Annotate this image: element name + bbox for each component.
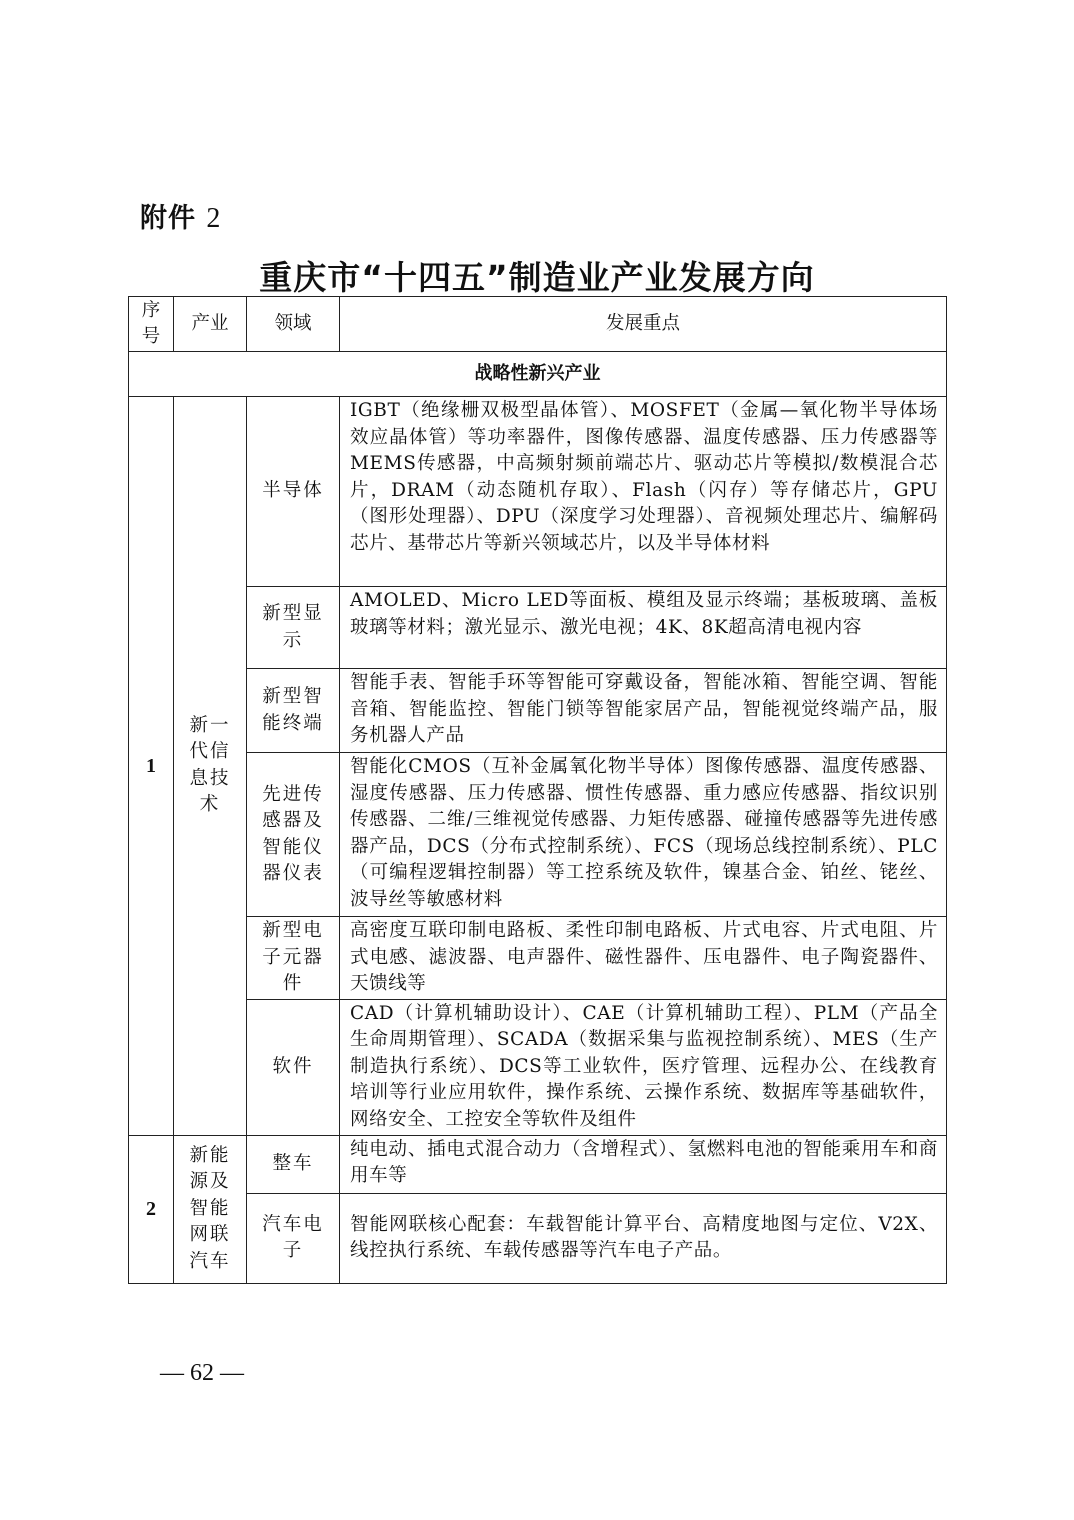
row-focus: 纯电动、插电式混合动力（含增程式）、氢燃料电池的智能乘用车和商用车等 <box>340 1135 947 1193</box>
table-header-row <box>129 297 947 352</box>
row-field: 软件 <box>247 999 340 1135</box>
table-row <box>129 1193 947 1283</box>
page-number: — 62 — <box>160 1360 244 1386</box>
page-title: 重庆市“十四五”制造业产业发展方向 <box>259 258 815 297</box>
row-focus: CAD（计算机辅助设计）、CAE（计算机辅助工程）、PLM（产品全生命周期管理）、SCADA（数据采集与监视控制系统）、MES（生产制造执行系统）、DCS等工业软件，医疗管理、远程办公、在线教育培训等行业应用软件，操作系统、云操作系统、数据库等基础软件，网络安全、工控安全等软件及组件 <box>340 999 947 1135</box>
row-field: 先进传感器及智能仪器仪表 <box>247 753 340 917</box>
header-focus: 发展重点 <box>340 297 947 352</box>
section-row <box>129 352 947 397</box>
row-industry: 新一代信息技术 <box>174 397 247 1136</box>
row-seq: 2 <box>129 1135 174 1283</box>
header-seq: 序号 <box>129 297 174 352</box>
attachment-label: 附件 2 <box>140 203 222 234</box>
table-row <box>129 999 947 1135</box>
row-industry: 新能源及智能网联汽车 <box>174 1135 247 1283</box>
industry-table <box>128 296 947 1284</box>
row-focus: 智能网联核心配套：车载智能计算平台、高精度地图与定位、V2X、线控执行系统、车载传感器等汽车电子产品。 <box>340 1193 947 1283</box>
row-focus: 智能化CMOS（互补金属氧化物半导体）图像传感器、温度传感器、湿度传感器、压力传感器、惯性传感器、重力感应传感器、指纹识别传感器、二维/三维视觉传感器、力矩传感器、碰撞传感器等先进传感器产品，DCS（分布式控制系统）、FCS（现场总线控制系统）、PLC（可编程逻辑控制器）等工控系统及软件，镍基合金、铂丝、铑丝、波导丝等敏感材料 <box>340 753 947 917</box>
row-focus: 高密度互联印制电路板、柔性印制电路板、片式电容、片式电阻、片式电感、滤波器、电声器件、磁性器件、压电器件、电子陶瓷器件、天馈线等 <box>340 917 947 1000</box>
row-focus: IGBT（绝缘栅双极型晶体管）、MOSFET（金属—氧化物半导体场效应晶体管）等功率器件，图像传感器、温度传感器、压力传感器等MEMS传感器，中高频射频前端芯片、驱动芯片等模拟/数模混合芯片，DRAM（动态随机存取）、Flash（闪存）等存储芯片，GPU（图形处理器）、DPU（深度学习处理器）、音视频处理芯片、编解码芯片、基带芯片等新兴领域芯片，以及半导体材料 <box>340 397 947 587</box>
table-row <box>129 917 947 1000</box>
row-field: 新型智能终端 <box>247 669 340 753</box>
table-row <box>129 669 947 753</box>
header-industry: 产业 <box>174 297 247 352</box>
row-focus: 智能手表、智能手环等智能可穿戴设备，智能冰箱、智能空调、智能音箱、智能监控、智能门锁等智能家居产品，智能视觉终端产品，服务机器人产品 <box>340 669 947 753</box>
row-field: 新型显示 <box>247 587 340 669</box>
row-field: 汽车电子 <box>247 1193 340 1283</box>
header-field: 领域 <box>247 297 340 352</box>
attachment-number: 2 <box>206 203 222 234</box>
row-field: 半导体 <box>247 397 340 587</box>
table-row <box>129 1135 947 1193</box>
table-row <box>129 753 947 917</box>
row-focus: AMOLED、Micro LED等面板、模组及显示终端；基板玻璃、盖板玻璃等材料；激光显示、激光电视；4K、8K超高清电视内容 <box>340 587 947 669</box>
row-field: 整车 <box>247 1135 340 1193</box>
section-title: 战略性新兴产业 <box>129 352 947 397</box>
table-row <box>129 587 947 669</box>
row-field: 新型电子元器件 <box>247 917 340 1000</box>
table-row <box>129 397 947 587</box>
row-seq: 1 <box>129 397 174 1136</box>
